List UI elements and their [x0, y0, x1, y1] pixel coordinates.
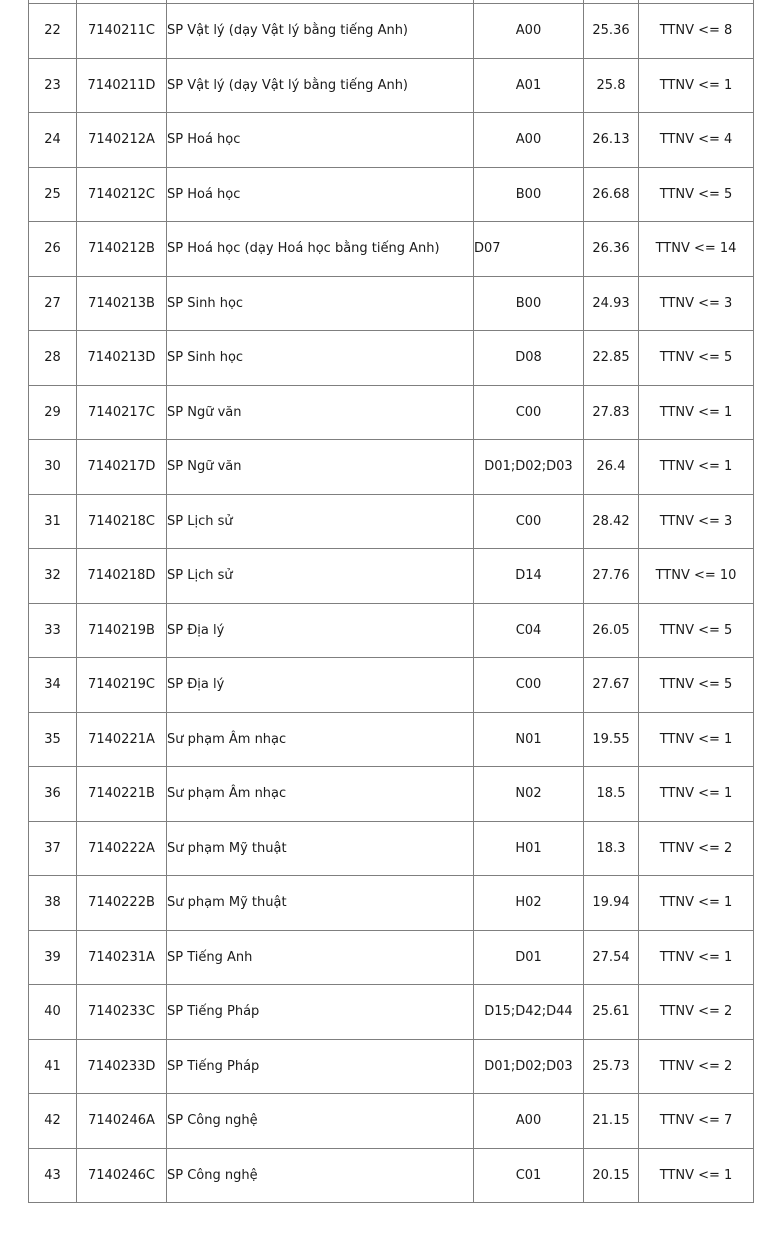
- cell-index: 37: [29, 821, 77, 876]
- cell-priority-condition: TTNV <= 1: [639, 58, 754, 113]
- table-row: [29, 1094, 754, 1149]
- cell-major-name: SP Tiếng Pháp: [167, 985, 474, 1040]
- cell-index: 27: [29, 276, 77, 331]
- cell-major-name: SP Địa lý: [167, 658, 474, 713]
- cell-major-name: SP Địa lý: [167, 603, 474, 658]
- cell-subject-combination: D08: [474, 331, 584, 386]
- cell-major-code: 7140217D: [77, 440, 167, 495]
- table-row: [29, 440, 754, 495]
- cell-priority-condition: TTNV <= 1: [639, 876, 754, 931]
- cell-major-name: SP Công nghệ: [167, 1094, 474, 1149]
- cell-cutoff-score: 25.36: [584, 4, 639, 59]
- cell-subject-combination: D15;D42;D44: [474, 985, 584, 1040]
- cell-major-name: Sư phạm Mỹ thuật: [167, 821, 474, 876]
- cell-priority-condition: TTNV <= 5: [639, 603, 754, 658]
- cell-index: 29: [29, 385, 77, 440]
- cell-major-code: 7140222B: [77, 876, 167, 931]
- cell-priority-condition: TTNV <= 1: [639, 440, 754, 495]
- cell-index: 30: [29, 440, 77, 495]
- cell-cutoff-score: 26.13: [584, 113, 639, 168]
- cell-subject-combination: A00: [474, 113, 584, 168]
- cell-subject-combination: C00: [474, 658, 584, 713]
- cell-major-code: 7140212C: [77, 167, 167, 222]
- cell-major-code: 7140212B: [77, 222, 167, 277]
- cell-major-code: 7140246C: [77, 1148, 167, 1203]
- cell-major-code: 7140233D: [77, 1039, 167, 1094]
- cell-priority-condition: TTNV <= 2: [639, 821, 754, 876]
- cell-major-name: SP Lịch sử: [167, 494, 474, 549]
- cell-priority-condition: TTNV <= 3: [639, 276, 754, 331]
- cell-priority-condition: TTNV <= 1: [639, 767, 754, 822]
- cell-major-code: 7140211D: [77, 58, 167, 113]
- cell-major-code: 7140218C: [77, 494, 167, 549]
- cell-subject-combination: C00: [474, 494, 584, 549]
- cell-major-code: 7140213B: [77, 276, 167, 331]
- table-row: [29, 712, 754, 767]
- cell-cutoff-score: 27.76: [584, 549, 639, 604]
- cell-index: 42: [29, 1094, 77, 1149]
- cell-major-code: 7140233C: [77, 985, 167, 1040]
- cell-priority-condition: TTNV <= 8: [639, 4, 754, 59]
- cell-cutoff-score: 26.05: [584, 603, 639, 658]
- cell-major-code: 7140246A: [77, 1094, 167, 1149]
- cell-major-name: SP Tiếng Pháp: [167, 1039, 474, 1094]
- cell-priority-condition: TTNV <= 1: [639, 1148, 754, 1203]
- cell-priority-condition: TTNV <= 10: [639, 549, 754, 604]
- table-body: [29, 0, 754, 1203]
- cell-subject-combination: A01: [474, 58, 584, 113]
- cell-index: 39: [29, 930, 77, 985]
- table-row: [29, 930, 754, 985]
- cell-index: 35: [29, 712, 77, 767]
- admission-score-table: [28, 0, 754, 1203]
- cell-index: 40: [29, 985, 77, 1040]
- cell-priority-condition: TTNV <= 2: [639, 985, 754, 1040]
- cell-cutoff-score: 28.42: [584, 494, 639, 549]
- cell-subject-combination: B00: [474, 167, 584, 222]
- cell-major-code: 7140222A: [77, 821, 167, 876]
- cell-major-name: SP Công nghệ: [167, 1148, 474, 1203]
- cell-major-name: SP Lịch sử: [167, 549, 474, 604]
- cell-major-name: SP Hoá học: [167, 167, 474, 222]
- cell-major-name: Sư phạm Mỹ thuật: [167, 876, 474, 931]
- table-row: [29, 331, 754, 386]
- cell-priority-condition: TTNV <= 1: [639, 930, 754, 985]
- cell-priority-condition: TTNV <= 2: [639, 1039, 754, 1094]
- cell-priority-condition: TTNV <= 4: [639, 113, 754, 168]
- cell-major-name: SP Tiếng Anh: [167, 930, 474, 985]
- cell-cutoff-score: 18.5: [584, 767, 639, 822]
- cell-cutoff-score: 20.15: [584, 1148, 639, 1203]
- table-row: [29, 494, 754, 549]
- cell-major-code: 7140213D: [77, 331, 167, 386]
- cell-index: 31: [29, 494, 77, 549]
- table-row: [29, 58, 754, 113]
- admission-score-table-container: [28, 0, 753, 1203]
- cell-cutoff-score: 21.15: [584, 1094, 639, 1149]
- cell-priority-condition: TTNV <= 1: [639, 712, 754, 767]
- cell-major-name: SP Vật lý (dạy Vật lý bằng tiếng Anh): [167, 58, 474, 113]
- cell-index: 24: [29, 113, 77, 168]
- table-row: [29, 1039, 754, 1094]
- table-row: [29, 603, 754, 658]
- cell-subject-combination: D01;D02;D03: [474, 1039, 584, 1094]
- cell-subject-combination: D14: [474, 549, 584, 604]
- table-row: [29, 222, 754, 277]
- cell-priority-condition: TTNV <= 5: [639, 658, 754, 713]
- table-row: [29, 658, 754, 713]
- cell-subject-combination: N01: [474, 712, 584, 767]
- cell-cutoff-score: 27.54: [584, 930, 639, 985]
- cell-major-name: SP Hoá học (dạy Hoá học bằng tiếng Anh): [167, 222, 474, 277]
- cell-subject-combination: H01: [474, 821, 584, 876]
- cell-cutoff-score: 24.93: [584, 276, 639, 331]
- cell-major-name: SP Sinh học: [167, 331, 474, 386]
- cell-subject-combination: C01: [474, 1148, 584, 1203]
- cell-subject-combination: D07: [474, 222, 584, 277]
- cell-index: 38: [29, 876, 77, 931]
- cell-subject-combination: C04: [474, 603, 584, 658]
- cell-priority-condition: TTNV <= 14: [639, 222, 754, 277]
- cell-cutoff-score: 25.8: [584, 58, 639, 113]
- cell-subject-combination: A00: [474, 4, 584, 59]
- cell-priority-condition: TTNV <= 5: [639, 167, 754, 222]
- table-row: [29, 1148, 754, 1203]
- cell-cutoff-score: 22.85: [584, 331, 639, 386]
- cell-index: 25: [29, 167, 77, 222]
- cell-subject-combination: D01;D02;D03: [474, 440, 584, 495]
- cell-index: 34: [29, 658, 77, 713]
- cell-major-code: 7140219B: [77, 603, 167, 658]
- table-row: [29, 276, 754, 331]
- cell-subject-combination: H02: [474, 876, 584, 931]
- cell-major-name: Sư phạm Âm nhạc: [167, 767, 474, 822]
- table-row: [29, 876, 754, 931]
- cell-cutoff-score: 25.61: [584, 985, 639, 1040]
- cell-major-name: SP Ngữ văn: [167, 385, 474, 440]
- cell-priority-condition: TTNV <= 7: [639, 1094, 754, 1149]
- cell-major-name: SP Sinh học: [167, 276, 474, 331]
- cell-major-name: Sư phạm Âm nhạc: [167, 712, 474, 767]
- cell-priority-condition: TTNV <= 1: [639, 385, 754, 440]
- cell-cutoff-score: 19.94: [584, 876, 639, 931]
- cell-major-code: 7140221A: [77, 712, 167, 767]
- cell-priority-condition: TTNV <= 5: [639, 331, 754, 386]
- cell-index: 33: [29, 603, 77, 658]
- cell-cutoff-score: 25.73: [584, 1039, 639, 1094]
- cell-major-code: 7140219C: [77, 658, 167, 713]
- cell-major-name: SP Ngữ văn: [167, 440, 474, 495]
- table-row: [29, 385, 754, 440]
- table-row: [29, 821, 754, 876]
- cell-subject-combination: C00: [474, 385, 584, 440]
- cell-priority-condition: TTNV <= 3: [639, 494, 754, 549]
- cell-index: 26: [29, 222, 77, 277]
- cell-index: 23: [29, 58, 77, 113]
- table-row: [29, 767, 754, 822]
- table-row: [29, 549, 754, 604]
- cell-index: 36: [29, 767, 77, 822]
- cell-cutoff-score: 18.3: [584, 821, 639, 876]
- cell-cutoff-score: 27.83: [584, 385, 639, 440]
- table-row: [29, 985, 754, 1040]
- cell-major-code: 7140218D: [77, 549, 167, 604]
- cell-index: 28: [29, 331, 77, 386]
- cell-cutoff-score: 19.55: [584, 712, 639, 767]
- cell-major-name: SP Hoá học: [167, 113, 474, 168]
- cell-index: 22: [29, 4, 77, 59]
- cell-major-name: SP Vật lý (dạy Vật lý bằng tiếng Anh): [167, 4, 474, 59]
- cell-major-code: 7140217C: [77, 385, 167, 440]
- table-row: [29, 167, 754, 222]
- cell-subject-combination: D01: [474, 930, 584, 985]
- table-row: [29, 4, 754, 59]
- cell-subject-combination: N02: [474, 767, 584, 822]
- cell-cutoff-score: 26.36: [584, 222, 639, 277]
- cell-index: 43: [29, 1148, 77, 1203]
- cell-subject-combination: B00: [474, 276, 584, 331]
- cell-major-code: 7140231A: [77, 930, 167, 985]
- cell-index: 32: [29, 549, 77, 604]
- cell-subject-combination: A00: [474, 1094, 584, 1149]
- cell-major-code: 7140211C: [77, 4, 167, 59]
- cell-index: 41: [29, 1039, 77, 1094]
- cell-cutoff-score: 26.68: [584, 167, 639, 222]
- table-row: [29, 113, 754, 168]
- cell-cutoff-score: 26.4: [584, 440, 639, 495]
- cell-major-code: 7140212A: [77, 113, 167, 168]
- cell-cutoff-score: 27.67: [584, 658, 639, 713]
- cell-major-code: 7140221B: [77, 767, 167, 822]
